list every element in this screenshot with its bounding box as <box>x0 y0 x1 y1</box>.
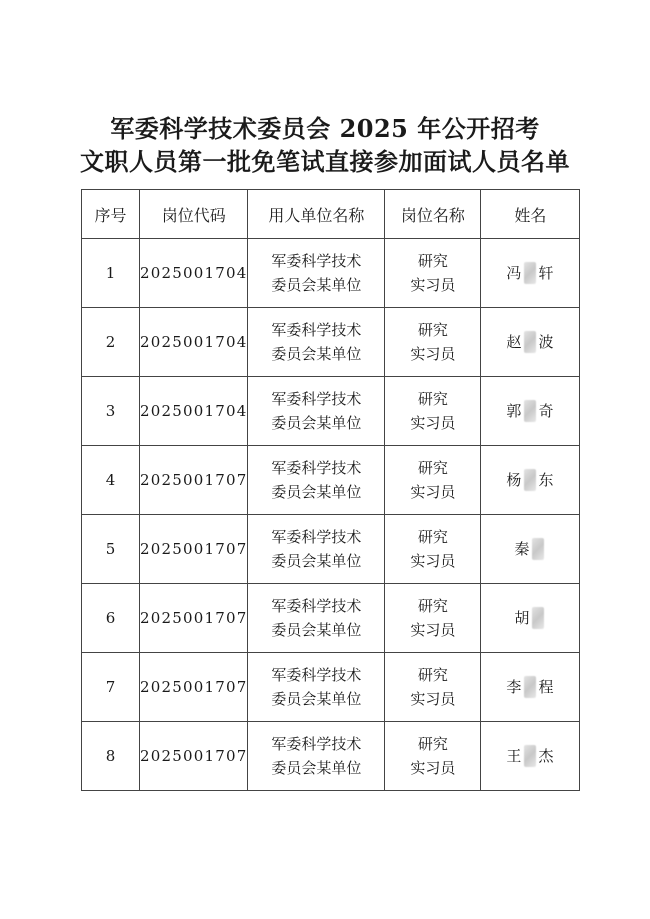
employer-line-2: 委员会某单位 <box>271 552 362 570</box>
post-code-cell: 2025001707 <box>140 446 248 515</box>
employer-line-1: 军委科学技术 <box>271 735 362 753</box>
table-row <box>82 584 580 653</box>
post-code-cell: 2025001707 <box>140 722 248 791</box>
post-name-cell <box>385 377 481 446</box>
serial-number-cell: 3 <box>82 377 140 446</box>
post-line-2: 实习员 <box>410 276 456 294</box>
employer-line-1: 军委科学技术 <box>271 390 362 408</box>
post-line-1: 研究 <box>417 321 448 339</box>
surname: 王 <box>506 747 523 765</box>
title-line-1: 军委科学技术委员会 2025 年公开招考 <box>110 114 540 143</box>
employer-cell <box>248 239 385 308</box>
serial-number-cell: 8 <box>82 722 140 791</box>
post-line-2: 实习员 <box>410 414 456 432</box>
employer-line-1: 军委科学技术 <box>271 597 362 615</box>
person-name-cell <box>481 446 580 515</box>
surname: 李 <box>506 678 523 696</box>
person-name-cell <box>481 377 580 446</box>
post-line-1: 研究 <box>417 390 448 408</box>
post-line-1: 研究 <box>417 252 448 270</box>
post-line-2: 实习员 <box>410 690 456 708</box>
post-line-2: 实习员 <box>410 345 456 363</box>
employer-cell <box>248 446 385 515</box>
redaction-mark <box>532 607 544 629</box>
person-name-cell <box>481 515 580 584</box>
person-name-cell <box>481 722 580 791</box>
given-name: 杰 <box>538 747 555 765</box>
post-line-2: 实习员 <box>410 483 456 501</box>
redaction-mark <box>524 262 536 284</box>
surname: 郭 <box>506 402 523 420</box>
given-name: 波 <box>538 333 555 351</box>
post-code-cell: 2025001704 <box>140 377 248 446</box>
table-row <box>82 308 580 377</box>
serial-number-cell: 1 <box>82 239 140 308</box>
redaction-mark <box>524 745 536 767</box>
table-row <box>82 239 580 308</box>
employer-line-2: 委员会某单位 <box>271 759 362 777</box>
person-name-cell <box>481 653 580 722</box>
table-header-row <box>82 190 580 239</box>
surname: 赵 <box>506 333 523 351</box>
redaction-mark <box>524 331 536 353</box>
post-code-cell: 2025001704 <box>140 308 248 377</box>
post-name-cell <box>385 584 481 653</box>
employer-line-1: 军委科学技术 <box>271 321 362 339</box>
serial-number-cell: 4 <box>82 446 140 515</box>
employer-cell <box>248 653 385 722</box>
redaction-mark <box>524 676 536 698</box>
post-name-cell <box>385 722 481 791</box>
surname: 胡 <box>514 609 531 627</box>
redaction-mark <box>524 400 536 422</box>
given-name: 轩 <box>538 264 555 282</box>
post-code-cell: 2025001707 <box>140 584 248 653</box>
table-row <box>82 653 580 722</box>
employer-line-2: 委员会某单位 <box>271 483 362 501</box>
person-name-cell <box>481 308 580 377</box>
post-code-cell: 2025001707 <box>140 515 248 584</box>
post-name-cell <box>385 515 481 584</box>
given-name: 程 <box>538 678 555 696</box>
employer-line-1: 军委科学技术 <box>271 252 362 270</box>
post-line-1: 研究 <box>417 735 448 753</box>
post-line-1: 研究 <box>417 597 448 615</box>
document-title <box>0 112 650 178</box>
post-name-cell <box>385 446 481 515</box>
redaction-mark <box>532 538 544 560</box>
post-name-cell <box>385 239 481 308</box>
surname: 秦 <box>514 540 531 558</box>
post-line-2: 实习员 <box>410 621 456 639</box>
post-name-cell <box>385 308 481 377</box>
employer-line-2: 委员会某单位 <box>271 621 362 639</box>
surname: 冯 <box>506 264 523 282</box>
post-line-1: 研究 <box>417 666 448 684</box>
table-row <box>82 377 580 446</box>
employer-cell <box>248 377 385 446</box>
serial-number-cell: 5 <box>82 515 140 584</box>
table-row <box>82 515 580 584</box>
header-post-code: 岗位代码 <box>140 190 248 239</box>
serial-number-cell: 2 <box>82 308 140 377</box>
header-post-name: 岗位名称 <box>385 190 481 239</box>
employer-line-2: 委员会某单位 <box>271 345 362 363</box>
surname: 杨 <box>506 471 523 489</box>
post-line-2: 实习员 <box>410 552 456 570</box>
table-row <box>82 446 580 515</box>
employer-line-1: 军委科学技术 <box>271 459 362 477</box>
employer-line-2: 委员会某单位 <box>271 414 362 432</box>
table-row <box>82 722 580 791</box>
header-person-name: 姓名 <box>481 190 580 239</box>
post-line-1: 研究 <box>417 459 448 477</box>
employer-line-1: 军委科学技术 <box>271 666 362 684</box>
given-name: 东 <box>538 471 555 489</box>
post-line-1: 研究 <box>417 528 448 546</box>
header-serial-number: 序号 <box>82 190 140 239</box>
candidate-table <box>81 189 580 791</box>
person-name-cell <box>481 239 580 308</box>
employer-line-1: 军委科学技术 <box>271 528 362 546</box>
title-line-2: 文职人员第一批免笔试直接参加面试人员名单 <box>80 147 570 176</box>
redaction-mark <box>524 469 536 491</box>
header-employer-name: 用人单位名称 <box>248 190 385 239</box>
employer-cell <box>248 584 385 653</box>
post-code-cell: 2025001707 <box>140 653 248 722</box>
serial-number-cell: 6 <box>82 584 140 653</box>
post-line-2: 实习员 <box>410 759 456 777</box>
post-code-cell: 2025001704 <box>140 239 248 308</box>
person-name-cell <box>481 584 580 653</box>
serial-number-cell: 7 <box>82 653 140 722</box>
employer-cell <box>248 308 385 377</box>
employer-line-2: 委员会某单位 <box>271 276 362 294</box>
post-name-cell <box>385 653 481 722</box>
employer-line-2: 委员会某单位 <box>271 690 362 708</box>
employer-cell <box>248 515 385 584</box>
given-name: 奇 <box>538 402 555 420</box>
employer-cell <box>248 722 385 791</box>
